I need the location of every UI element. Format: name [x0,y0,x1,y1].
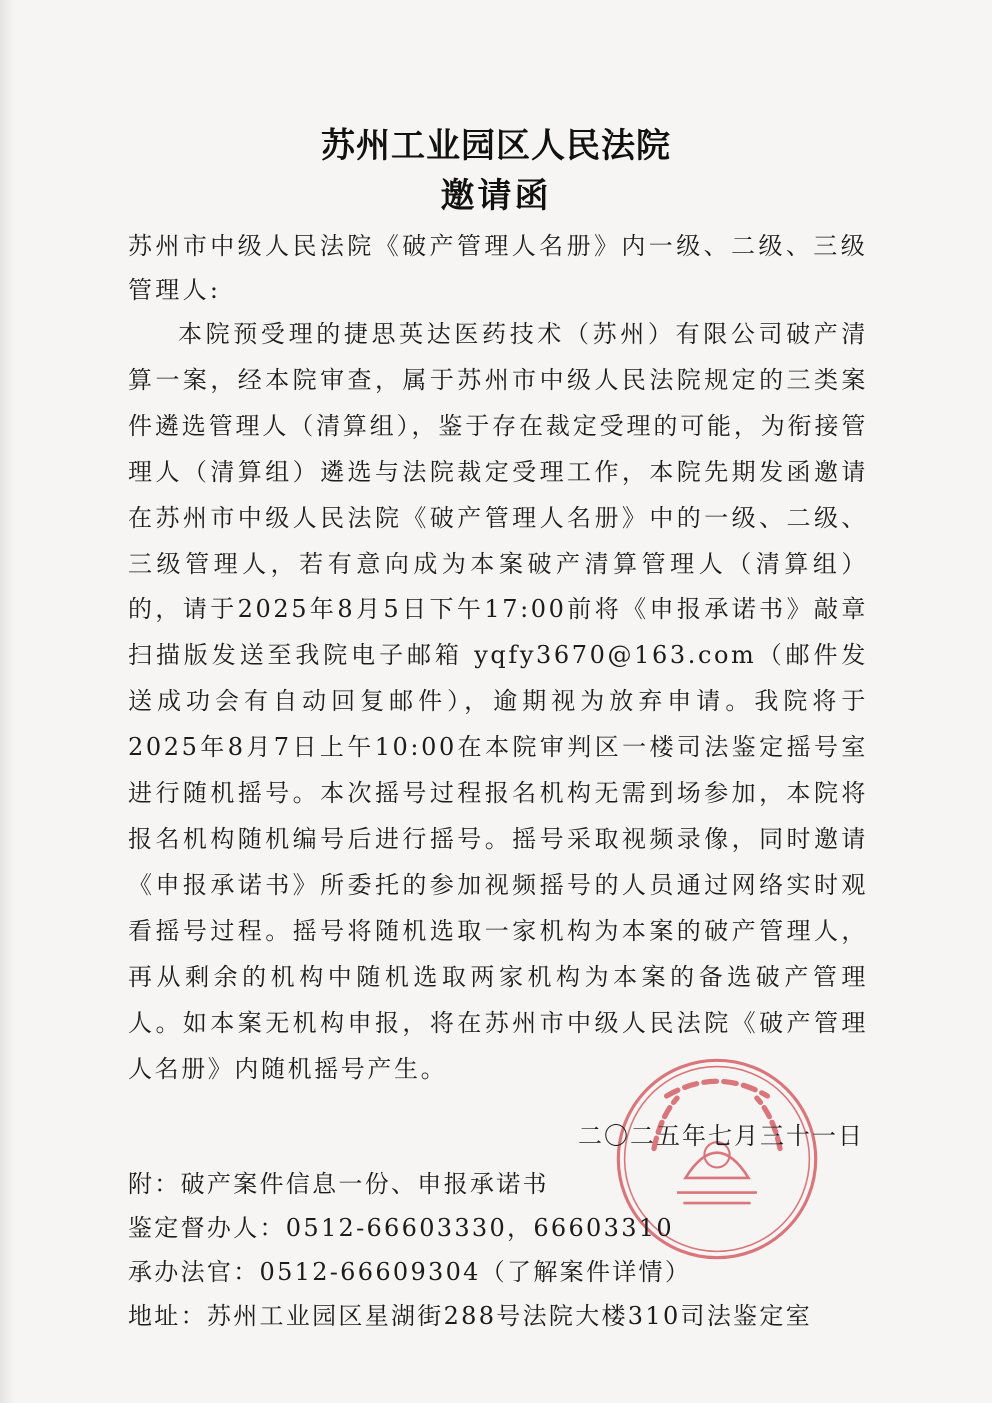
letter-body: 本院预受理的捷思英达医药技术（苏州）有限公司破产清算一案，经本院审查，属于苏州市中级人民法院规定的三类案件遴选管理人（清算组），鉴于存在裁定受理的可能，为衔接管理人（清算组）遴选与法院裁定受理工作，本院先期发函邀请在苏州市中级人民法院《破产管理人名册》中的一级、二级、三级管理人，若有意向成为本案破产清算管理人（清算组）的，请于2025年8月5日下午17:00前将《申报承诺书》敲章扫描版发送至我院电子邮箱 yqfy3670@163.com（邮件发送成功会有自动回复邮件），逾期视为放弃申请。我院将于2025年8月7日上午10:00在本院审判区一楼司法鉴定摇号室进行随机摇号。本次摇号过程报名机构无需到场参加，本院将报名机构随机编号后进行摇号。摇号采取视频录像，同时邀请《申报承诺书》所委托的参加视频摇号的人员通过网络实时观看摇号过程。摇号将随机选取一家机构为本案的破产管理人，再从剩余的机构中随机选取两家机构为本案的备选破产管理人。如本案无机构申报，将在苏州市中级人民法院《破产管理人名册》内随机摇号产生。 [128,320,868,1083]
contact-footer [128,1162,888,1338]
addressee-line: 苏州市中级人民法院《破产管理人名册》内一级、二级、三级管理人: [128,232,868,304]
document-title: 邀请函 [440,176,552,216]
supervisor-contact-line: 鉴定督办人：0512-66603330，66603310 [128,1214,674,1242]
signature-date: 二〇二五年七月三十一日 [578,1122,864,1150]
judge-contact-line: 承办法官：0512-66609304（了解案件详情） [128,1258,692,1286]
attachment-line: 附：破产案件信息一份、申报承诺书 [128,1170,549,1198]
court-name-heading: 苏州工业园区人民法院 [321,126,671,166]
address-line: 地址：苏州工业园区星湖街288号法院大楼310司法鉴定室 [128,1302,813,1330]
